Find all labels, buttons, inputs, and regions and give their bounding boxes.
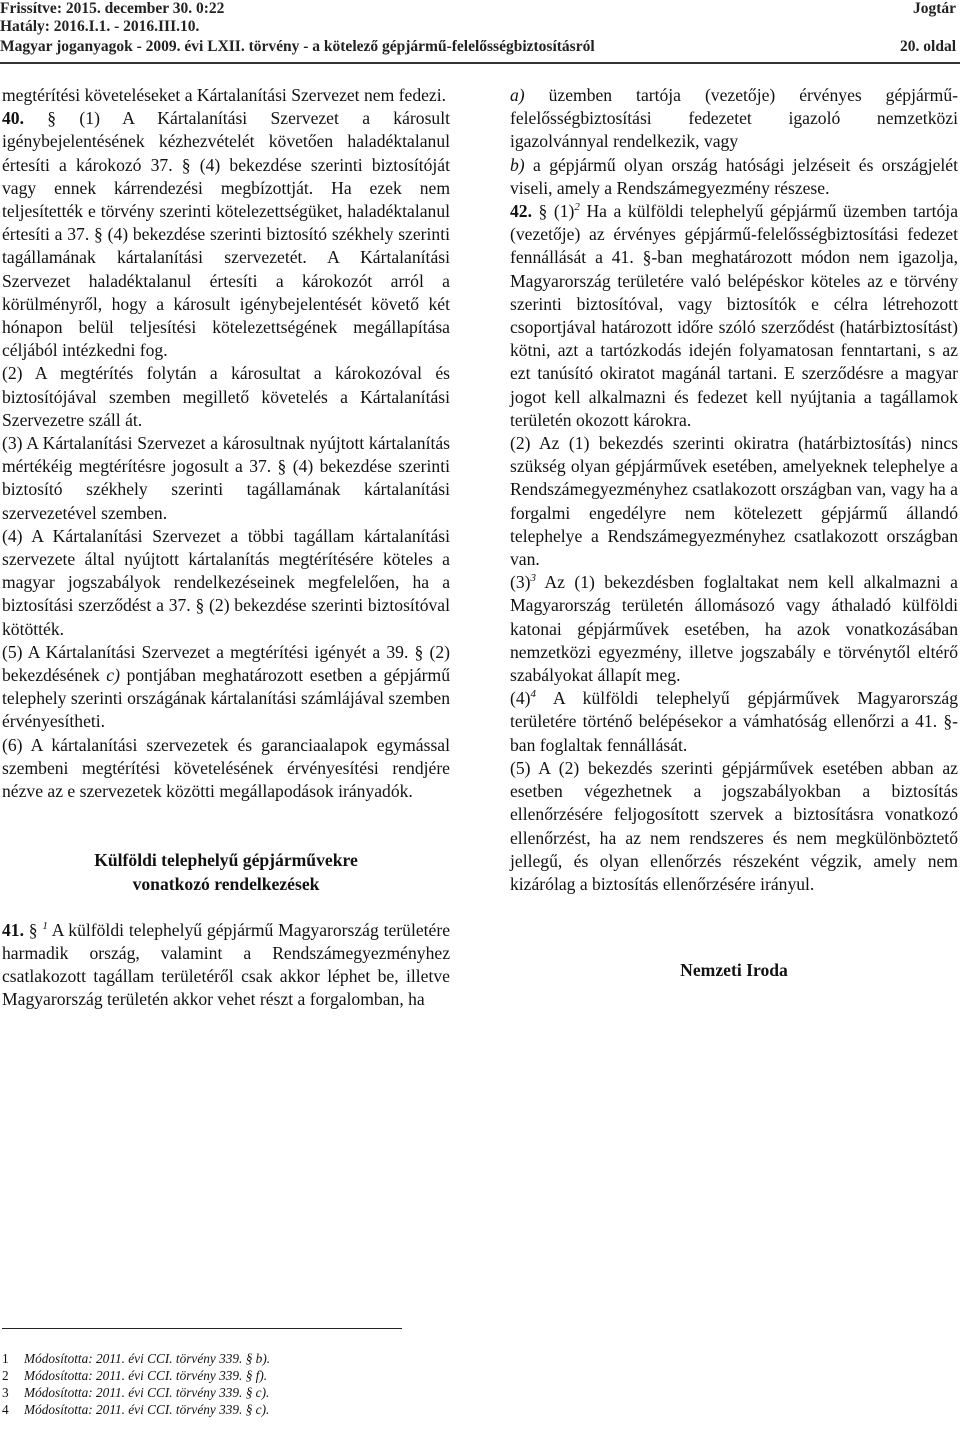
footnote-item: 4 Módosította: 2011. évi CCI. törvény 339. § c). [2,1402,270,1417]
paragraph: (5) A Kártalanítási Szervezet a megtérítési igényét a 39. § (2) bekezdésének c) pontjában meghatározott esetben a gépjármű telephely szerinti országának kártalanítási számlájával szemben érvényesítheti. [2,641,450,732]
header-divider [0,62,960,64]
paragraph: (6) A kártalanítási szervezetek és garanciaalapok egymással szembeni megtérítési követelésének érvényesítési rendjére nézve az e szervezetek közötti megállapodások irányadók. [2,734,450,802]
section-number: 41. [2,919,24,940]
paragraph: (3)$^3$ Az (1) bekezdésben foglaltakat nem kell alkalmazni a Magyarország területén állomásozó vagy áthaladó külföldi katonai gépjárművek esetében, ha azok vonatkozásában nemzetközi egyezmény, illetve jogszabály e törvénytől eltérő szabályokat állapít meg. [510,572,958,686]
signature: Nemzeti Iroda [680,960,788,981]
footnote-divider [2,1328,402,1329]
paragraph: a) üzemben tartója (vezetője) érvényes gépjármű-felelősségbiztosítási fedezetet igazoló nemzetközi igazolvánnyal rendelkezik, vagy [510,85,958,152]
footnote-item: 3 Módosította: 2011. évi CCI. törvény 339. § c). [2,1385,270,1400]
section-number: 40. [2,108,24,129]
paragraph-section-42: 42. § (1)$^2$ Ha a külföldi telephelyű gépjármű üzemben tartója (vezetője) az érvényes gépjármű-felelősségbiztosítási fedezet fennállását a 41. §-ban meghatározott módon nem igazolja, Magyarország területére való belépéskor köteles az e törvény szerinti biztosítóval, vagy biztosítók e célra létrehozott csoportjával határozott időre szóló szerződést (határbiztosítást) kötni, azt a tartózkodás idején folyamatosan fenntartani, s az ezt tanúsító okiratot magánál tartani. E szerződésre a magyar jogot kell alkalmazni és fedezet kell nyújtania a tagállamok területén okozott károkra. [510,201,958,430]
footnote-list [2,1350,270,1418]
paragraph: (2) Az (1) bekezdés szerinti okiratra (határbiztosítás) nincs szükség olyan gépjárművek esetében, amelyeknek telephelye a Rendszámegyezményhez csatlakozott országban van, vagy ha a forgalmi engedélyre nem kötelezett gépjármű állandó telephelye a Rendszámegyezményhez csatlakozott országban van. [510,433,958,570]
header-page-number: 20. oldal [900,38,956,55]
left-column [2,84,450,1012]
header-law-title: Magyar joganyagok - 2009. évi LXII. törvény - a kötelező gépjármű-felelősségbiztosításról [0,38,595,55]
paragraph: (4)$^4$ A külföldi telephelyű gépjárművek Magyarország területére történő belépésekor a vámhatóság ellenőrzi a 41. §-ban foglaltak fennállását. [510,688,958,755]
footnote-ref[interactable]: 1 [42,919,48,932]
header-updated: Frissítve: 2015. december 30. 0:22 [0,0,225,17]
paragraph: (4) A Kártalanítási Szervezet a többi tagállam kártalanítási szervezete által nyújtott kártalanítás megtérítésére köteles a magyar jogszabályok rendelkezéseinek megfelelően, ha a biztosítási szerződést a 37. § (2) bekezdése szerinti biztosítóval kötötték. [2,525,450,639]
paragraph-section-41: 41. § $^1$ A külföldi telephelyű gépjármű Magyarország területére harmadik ország, valamint a Rendszámegyezményhez csatlakozott tagállam területéről csak akkor léphet be, illetve Magyarország területén akkor vehet részt a forgalomban, ha [2,919,451,1010]
footnote-item: 1 Módosította: 2011. évi CCI. törvény 339. § b). [2,1351,271,1366]
paragraph: (3) A Kártalanítási Szervezet a károsultnak nyújtott kártalanítás mértékéig megtérítésre jogosult a 37. § (4) bekezdése szerinti biztosító székhely szerinti tagállamának kártalanítási szervezetével szemben. [2,433,450,523]
section-heading: Külföldi telephelyű gépjárművekre vonatkozó rendelkezések [94,850,358,894]
footnote-item: 2 Módosította: 2011. évi CCI. törvény 339. § f). [2,1368,268,1383]
footnote-ref[interactable]: 4 [530,688,537,701]
page-header [0,0,960,64]
paragraph: (2) A megtérítés folytán a károsultat a károkozóval és biztosítójával szemben megillető követelés a Kártalanítási Szervezetre száll át. [2,363,450,430]
header-brand: Jogtár [912,0,956,17]
footnote-ref[interactable]: 3 [530,572,537,585]
paragraph: megtérítési követeléseket a Kártalanítási Szervezet nem fedezi. [2,85,447,105]
right-column [510,84,958,982]
section-number: 42. [510,201,532,222]
header-validity: Hatály: 2016.I.1. - 2016.III.10. [0,18,200,35]
footnote-ref[interactable]: 2 [574,201,580,214]
paragraph-section-40: 40. § (1) A Kártalanítási Szervezet a károsult igénybejelentésének kézhezvételét követően haladéktalanul értesíti a károkozó 37. § (4) bekezdése szerinti biztosítóját vagy ennek kárrendezési megbízottját. Ha ezek nem teljesítették e törvény szerinti kötelezettségüket, haladéktalanul értesíti a 37. § (4) bekezdése szerinti biztosító székhely szerinti tagállamának kártalanítási szervezetét. A Kártalanítási Szervezet haladéktalanul értesíti a károkozót arról a körülményről, hogy a károsult igénybejelentését követő két hónapon belül teljesítési kötelezettségének megállapítása céljából intézkedni fog. [2,108,450,361]
paragraph: b) a gépjármű olyan ország hatósági jelzéseit és országjelét viseli, amely a Rendszámegyezmény részese. [510,154,958,198]
paragraph: (5) A (2) bekezdés szerinti gépjárművek esetében abban az esetben végezhetnek a jogszabályokban a biztosítás ellenőrzésére feljogosított szervek a biztosításra vonatkozó ellenőrzést, ha az nem rendszeres és nem megkülönböztető jellegű, és olyan ellenőrzés részeként végzik, amely nem kizárólag a biztosítás ellenőrzésére irányul. [510,757,958,894]
